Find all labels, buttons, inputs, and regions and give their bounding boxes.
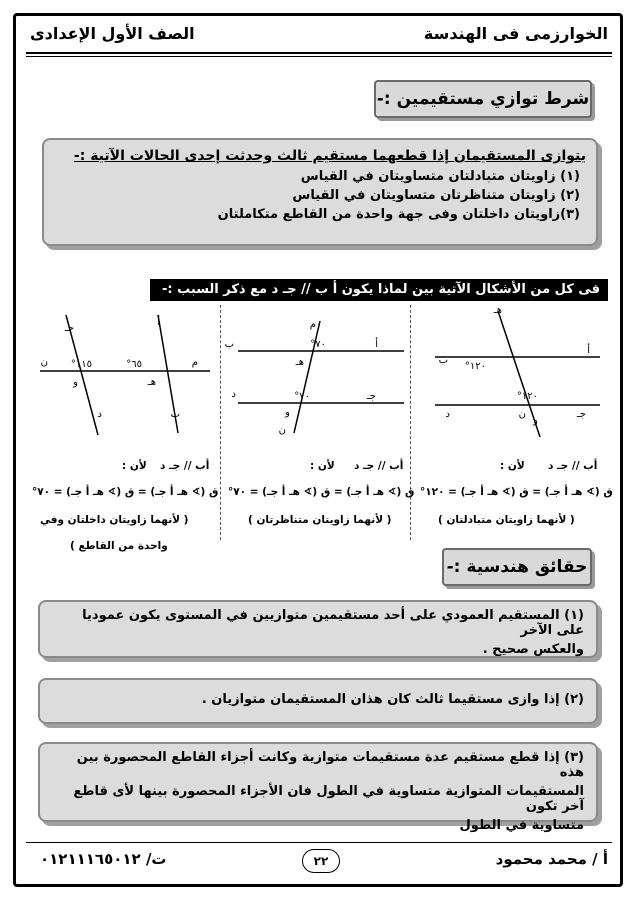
point-label: جـ — [366, 391, 376, 402]
because-label: لأن : — [500, 460, 525, 472]
point-label: هـ — [493, 305, 502, 316]
reason-text: ( لأنهما زاويتان داخلتان وفي — [40, 514, 189, 526]
fact-number: (٣) — [564, 750, 584, 765]
point-label: أ — [375, 339, 378, 350]
fact-text: إذا وازى مستقيما ثالث كان هذان المستقيمان متوازيان . — [201, 692, 560, 707]
angle-label: ١٢٠° — [464, 361, 486, 372]
angle-label: ٧٠° — [294, 391, 310, 402]
reason-text-continued: واحدة من القاطع ) — [70, 540, 168, 552]
condition-item: (٢) زاويتان متناظرتان متساويتان في القياس — [292, 188, 580, 203]
point-label: ب — [170, 409, 180, 420]
point-label: و — [285, 407, 290, 418]
exercise-prompt: فى كل من الأشكال الآتية بين لماذا يكون أ ب // جـ د مع ذكر السبب :- — [150, 279, 608, 301]
point-label: د — [445, 409, 450, 420]
header-rule — [26, 52, 612, 54]
footer-rule — [26, 842, 612, 843]
angle-equation: ق (∢ هـ أ جـ) = ق (∢ هـ أ جـ) = ٧٠° — [32, 486, 219, 498]
because-label: لأن : — [310, 460, 335, 472]
point-label: ن — [278, 425, 286, 436]
point-label: ب — [224, 339, 234, 350]
transversal — [294, 321, 320, 433]
section-title-geometric-facts: حقائق هندسية :- — [442, 548, 592, 586]
section-title-parallel-condition: شرط توازي مستقيمين :- — [374, 80, 592, 118]
given-parallel: أب // جـ د — [548, 460, 598, 472]
angle-equation: ق (∢ هـ أ جـ) = ق (∢ هـ أ جـ) = ٧٠° — [228, 486, 415, 498]
reason-text: ( لأنهما زاويتان متبادلتان ) — [438, 514, 575, 526]
because-label: لأن : — [122, 460, 147, 472]
angle-label: ١١٥° — [70, 359, 92, 370]
angle-label: ٦٥° — [126, 359, 142, 370]
point-label: ن — [518, 409, 526, 420]
fact-text-continued: متساوية في الطول — [459, 818, 584, 833]
header-rule-thin — [26, 56, 612, 57]
point-label: م — [191, 357, 198, 368]
conditions-box — [42, 138, 598, 246]
fact-text-continued: المستقيمات المتوازية متساوية في الطول فان الأجزاء المحصورة بينها لأى قاطع آخر تكون — [73, 784, 584, 814]
page-number: ٢٢ — [302, 849, 340, 873]
point-label: أ — [587, 345, 590, 356]
angle-equation: ق (∢ هـ أ جـ) = ق (∢ هـ أ جـ) = ١٢٠° — [420, 486, 613, 498]
figure-alternate-angles — [420, 305, 610, 445]
reason-text: ( لأنهما زاويتان متناظرتان ) — [248, 514, 392, 526]
angle-label: ١٢٠° — [516, 391, 538, 402]
fact-text: المستقيم العمودي على أحد مستقيمين متوازيين في المستوى يكون عموديا على الآخر — [82, 608, 584, 638]
point-label: جـ — [576, 409, 586, 420]
fact-text: إذا قطع مستقيم عدة مستقيمات متوازية وكانت أجزاء القاطع المحصورة بين هذه — [76, 750, 584, 780]
condition-item: (٣)زاويتان داخلتان وفى جهة واحدة من القاطع متكاملتان — [217, 207, 580, 222]
footer-phone: ت/ ٠١٢١١١٦٥٠١٢ — [40, 850, 167, 868]
given-parallel: أب // جـ د — [160, 460, 210, 472]
footer-author: أ / محمد محمود — [495, 850, 608, 868]
point-label: ن — [40, 357, 48, 368]
fact-box — [38, 678, 598, 724]
point-label: و — [73, 377, 78, 388]
point-label: هـ — [295, 357, 304, 368]
figure-interior-angles — [30, 305, 215, 445]
fact-number: (٢) — [564, 692, 584, 707]
point-label: هـ — [147, 377, 156, 388]
figure-corresponding-angles — [224, 305, 408, 445]
point-label: د — [231, 389, 236, 400]
header-grade: الصف الأول الإعدادى — [30, 24, 195, 43]
conditions-heading: يتوازى المستقيمان إذا قطعهما مستقيم ثالث وحدثت إحدى الحالات الآتية :- — [73, 148, 586, 164]
divider — [220, 305, 221, 540]
header — [30, 24, 608, 48]
header-book-title: الخوارزمى فى الهندسة — [423, 24, 608, 43]
point-label: و — [533, 415, 538, 426]
point-label: أ — [157, 317, 160, 328]
angle-label: ٧٠° — [310, 339, 326, 350]
given-parallel: أب // جـ د — [354, 460, 404, 472]
fact-number: (١) — [564, 608, 584, 623]
point-label: م — [309, 319, 316, 330]
condition-item: (١) زاويتان متبادلتان متساويتان في القياس — [300, 169, 580, 184]
point-label: د — [97, 409, 102, 420]
point-label: ب — [438, 355, 448, 366]
point-label: جـ — [64, 323, 74, 334]
fact-box — [38, 742, 598, 833]
divider — [410, 305, 411, 540]
fact-text-continued: والعكس صحيح . — [482, 642, 584, 657]
fact-box — [38, 600, 598, 658]
